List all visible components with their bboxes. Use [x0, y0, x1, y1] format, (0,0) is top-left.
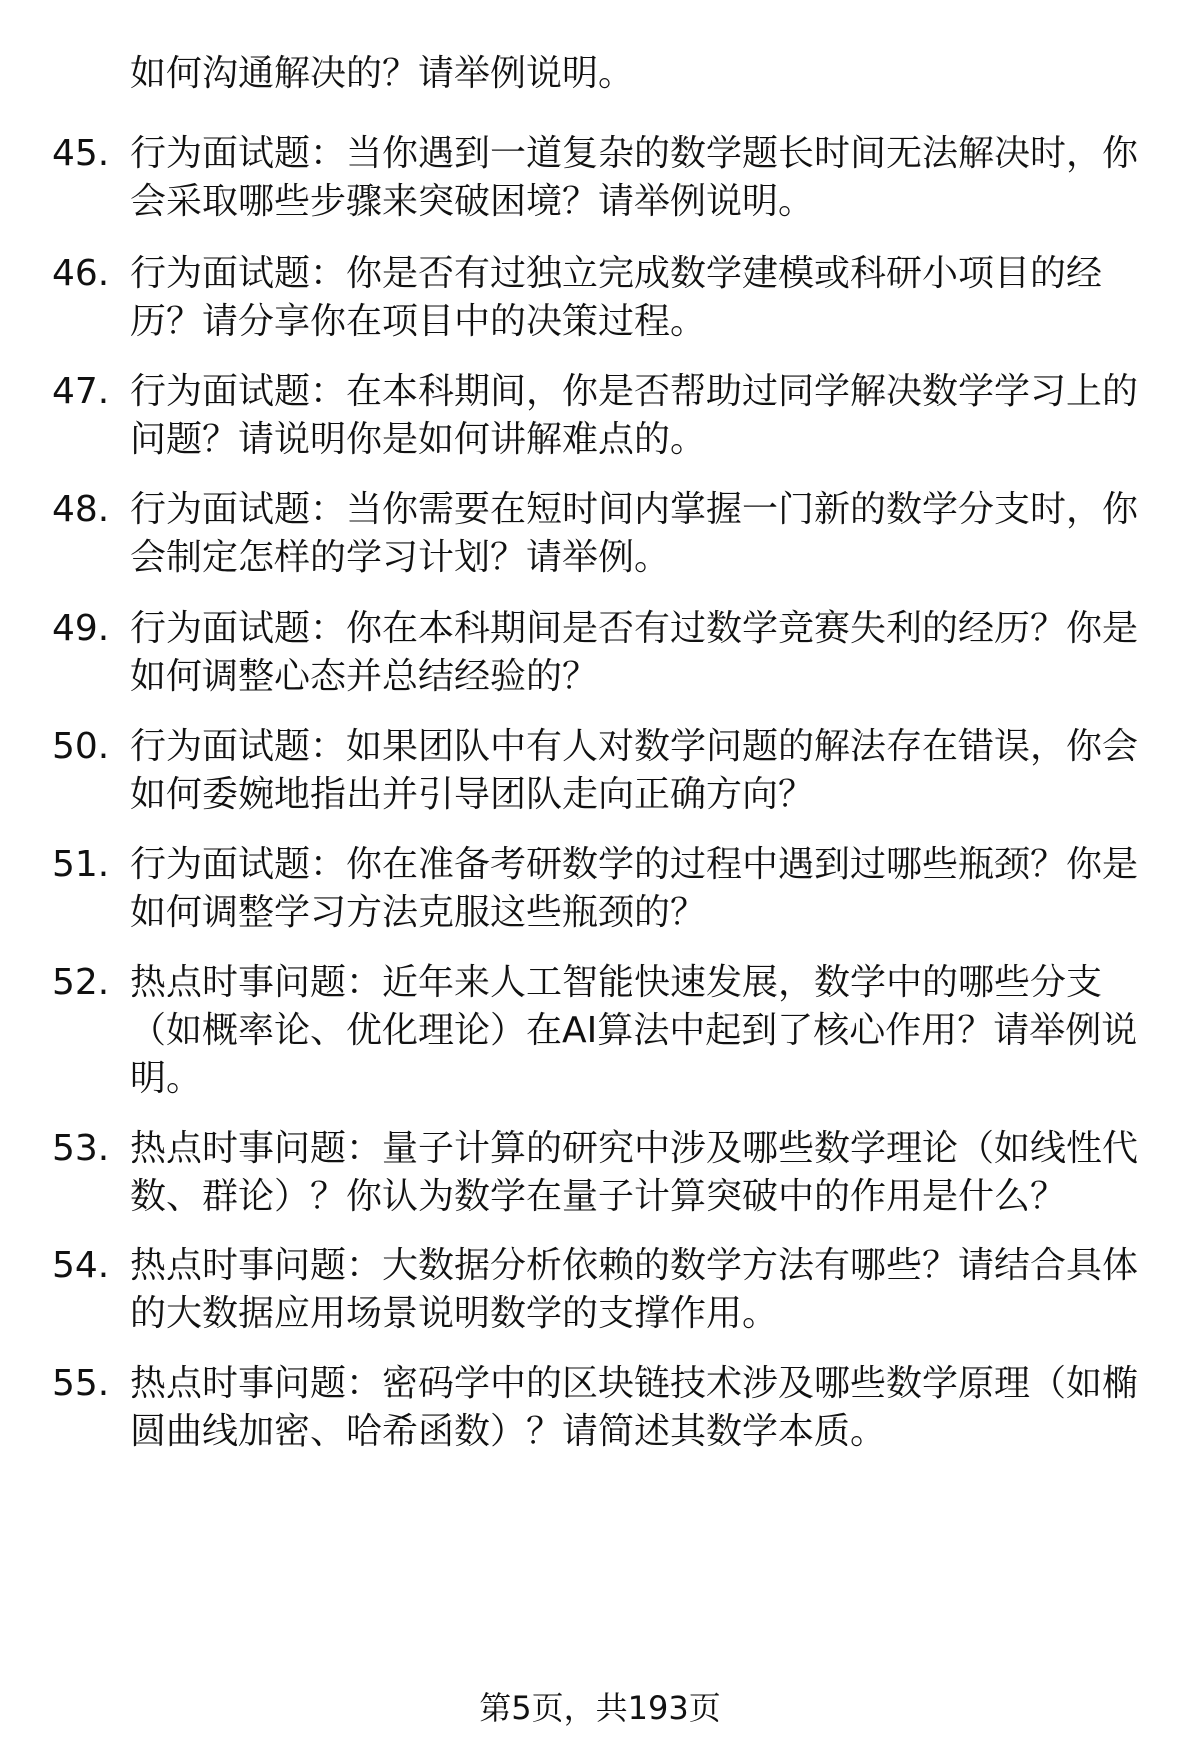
question-text-line: 问题？请说明你是如何讲解难点的。 [130, 419, 707, 460]
question-number: 48. [52, 489, 110, 530]
question-text-line: 行为面试题：如果团队中有人对数学问题的解法存在错误，你会 [130, 726, 1139, 767]
question-text-line: 行为面试题：在本科期间，你是否帮助过同学解决数学学习上的 [130, 371, 1139, 412]
question-text-line: 会采取哪些步骤来突破困境？请举例说明。 [130, 181, 815, 222]
question-number: 55. [52, 1363, 110, 1404]
question-text-line: 如何委婉地指出并引导团队走向正确方向？ [130, 774, 815, 815]
question-number: 53. [52, 1128, 110, 1169]
question-text-line: 行为面试题：当你需要在短时间内掌握一门新的数学分支时，你 [130, 489, 1139, 530]
question-text-line: 如何沟通解决的？请举例说明。 [130, 53, 635, 94]
question-number: 46. [52, 253, 110, 294]
question-text-line: 如何调整学习方法克服这些瓶颈的？ [130, 892, 707, 933]
question-text-line: 明。 [130, 1058, 203, 1099]
question-text-line: 如何调整心态并总结经验的？ [130, 656, 599, 697]
question-number: 45. [52, 133, 110, 174]
question-text-line: 行为面试题：当你遇到一道复杂的数学题长时间无法解决时，你 [130, 133, 1139, 174]
question-text-line: 热点时事问题：近年来人工智能快速发展，数学中的哪些分支 [130, 962, 1103, 1003]
question-text-line: （如概率论、优化理论）在AI算法中起到了核心作用？请举例说 [130, 1010, 1138, 1051]
question-text-line: 热点时事问题：密码学中的区块链技术涉及哪些数学原理（如椭 [130, 1363, 1139, 1404]
question-text-line: 数、群论）？你认为数学在量子计算突破中的作用是什么？ [130, 1176, 1067, 1217]
question-number: 49. [52, 608, 110, 649]
question-text-line: 的大数据应用场景说明数学的支撑作用。 [130, 1293, 779, 1334]
question-number: 50. [52, 726, 110, 767]
question-text-line: 热点时事问题：量子计算的研究中涉及哪些数学理论（如线性代 [130, 1128, 1139, 1169]
question-number: 54. [52, 1245, 110, 1286]
question-text-line: 圆曲线加密、哈希函数）？请简述其数学本质。 [130, 1411, 887, 1452]
question-text-line: 行为面试题：你在本科期间是否有过数学竞赛失利的经历？你是 [130, 608, 1139, 649]
question-text-line: 会制定怎样的学习计划？请举例。 [130, 537, 671, 578]
question-number: 47. [52, 371, 110, 412]
question-text-line: 行为面试题：你是否有过独立完成数学建模或科研小项目的经 [130, 253, 1103, 294]
question-number: 52. [52, 962, 110, 1003]
question-text-line: 热点时事问题：大数据分析依赖的数学方法有哪些？请结合具体 [130, 1245, 1139, 1286]
question-text-line: 行为面试题：你在准备考研数学的过程中遇到过哪些瓶颈？你是 [130, 844, 1139, 885]
question-number: 51. [52, 844, 110, 885]
page-footer: 第5页，共193页 [479, 1689, 721, 1727]
question-text-line: 历？请分享你在项目中的决策过程。 [130, 301, 707, 342]
